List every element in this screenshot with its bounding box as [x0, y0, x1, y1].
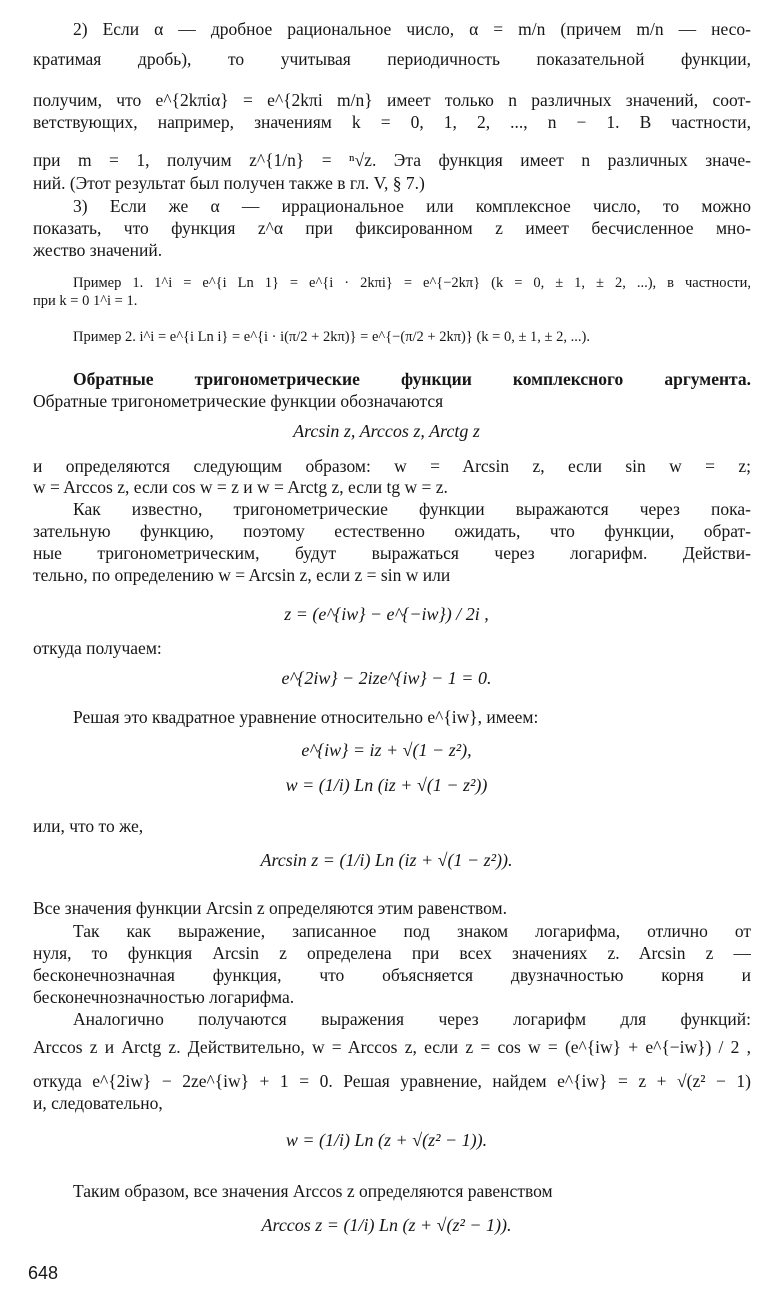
text-line: кратимая дробь), то учитывая периодичность показательной функции, — [33, 49, 751, 69]
text-line: ные тригонометрическим, будут выражаться через логарифм. Действи- — [33, 543, 751, 563]
formula: Arcsin z, Arccos z, Arctg z — [293, 421, 480, 441]
formula: w = (1/i) Ln (z + √(z² − 1)). — [285, 1130, 488, 1150]
text-line: Все значения функции Arcsin z определяются этим равенством. — [33, 898, 507, 918]
text-line: зательную функцию, поэтому естественно ожидать, что функции, обрат- — [33, 521, 751, 541]
text-line: бесконечнозначностью логарифма. — [33, 987, 295, 1007]
text-line: Решая это квадратное уравнение относительно e^{iw}, имеем: — [73, 707, 539, 727]
text-line: получим, что e^{2kπiα} = e^{2kπi m/n} имеет только n различных значений, соот- — [33, 90, 751, 110]
text-line: и, следовательно, — [33, 1093, 163, 1113]
text-line: 3) Если же α — иррациональное или комплексное число, то можно — [73, 196, 751, 216]
formula: Arcsin z = (1/i) Ln (iz + √(1 − z²)). — [260, 850, 513, 870]
text-line: показать, что функция z^α при фиксированном z имеет бесчисленное мно- — [33, 218, 751, 238]
text-line: тельно, по определению w = Arcsin z, если z = sin w или — [33, 565, 451, 585]
page-number: 648 — [28, 1263, 59, 1283]
text-line: 2) Если α — дробное рациональное число, α = m/n (причем m/n — несо- — [73, 19, 751, 39]
text-line: ний. (Этот результат был получен также в гл. V, § 7.) — [33, 173, 425, 193]
text-line: бесконечнозначная функция, что объясняется двузначностью корня и — [33, 965, 751, 985]
text-line: ветствующих, например, значениям k = 0, 1, 2, ..., n − 1. В частности, — [33, 112, 751, 132]
formula: z = (e^{iw} − e^{−iw}) / 2i , — [284, 604, 489, 624]
text-line: откуда получаем: — [33, 638, 162, 658]
text-line: откуда e^{2iw} − 2ze^{iw} + 1 = 0. Решая уравнение, найдем e^{iw} = z + √(z² − 1) — [33, 1071, 751, 1091]
text-line: Обратные тригонометрические функции обозначаются — [33, 391, 444, 411]
text-line: Аналогично получаются выражения через логарифм для функций: — [73, 1009, 751, 1029]
text-line: жество значений. — [33, 240, 163, 260]
section-heading: Обратные тригонометрические функции комплексного аргумента. — [73, 369, 751, 389]
text-line: w = Arccos z, если cos w = z и w = Arctg z, если tg w = z. — [33, 477, 448, 497]
text-line: нуля, то функция Arcsin z определена при всех значениях z. Arcsin z — — [33, 943, 751, 963]
example-line: Пример 1. 1^i = e^{i Ln 1} = e^{i · 2kπi} = e^{−2kπ} (k = 0, ± 1, ± 2, ...), в частности, — [73, 275, 751, 291]
example-line: при k = 0 1^i = 1. — [33, 293, 138, 309]
text-line: или, что то же, — [33, 816, 144, 836]
text-line: Так как выражение, записанное под знаком логарифма, отлично от — [73, 921, 751, 941]
text-line: Arccos z и Arctg z. Действительно, w = Arccos z, если z = cos w = (e^{iw} + e^{−iw}) / 2 , — [33, 1037, 751, 1057]
formula: e^{2iw} − 2ize^{iw} − 1 = 0. — [281, 668, 492, 688]
formula: Arccos z = (1/i) Ln (z + √(z² − 1)). — [261, 1215, 512, 1235]
text-line: при m = 1, получим z^{1/n} = ⁿ√z. Эта функция имеет n различных значе- — [33, 150, 751, 170]
formula: e^{iw} = iz + √(1 − z²), — [301, 740, 472, 760]
text-line: Как известно, тригонометрические функции выражаются через пока- — [73, 499, 751, 519]
formula: w = (1/i) Ln (iz + √(1 − z²)) — [285, 775, 488, 795]
example-line: Пример 2. i^i = e^{i Ln i} = e^{i · i(π/2 + 2kπ)} = e^{−(π/2 + 2kπ)} (k = 0, ± 1, ± 2, ...). — [73, 329, 590, 345]
text-line: Таким образом, все значения Arccos z определяются равенством — [73, 1181, 553, 1201]
text-line: и определяются следующим образом: w = Arcsin z, если sin w = z; — [33, 456, 751, 476]
